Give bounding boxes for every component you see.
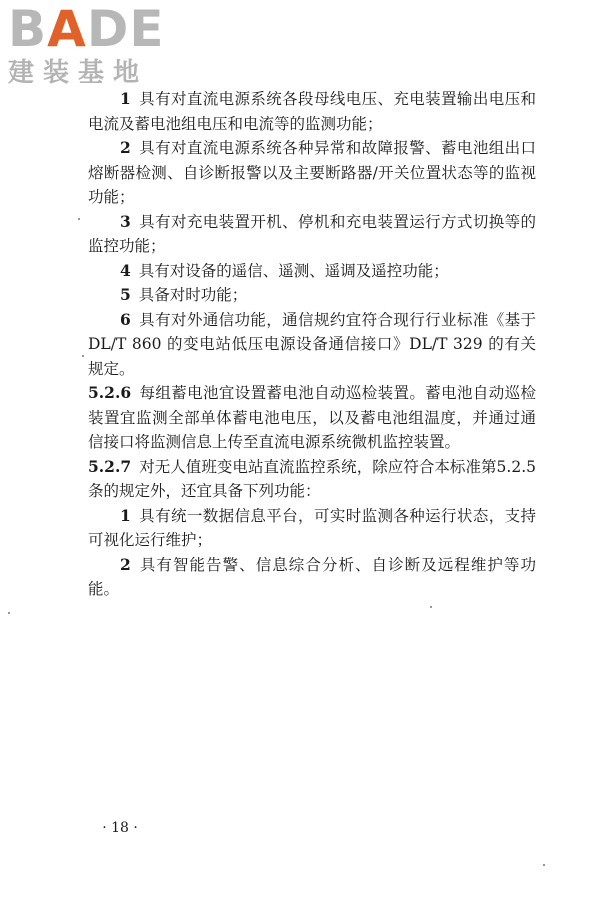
clause-5-2-6: 5.2.6 每组蓄电池宜设置蓄电池自动巡检装置。蓄电池自动巡检装置宜监测全部单体蓄电池电压，以及蓄电池组温度，并通过通信接口将监测信息上传至直流电源系统微机监控装置。 <box>88 383 536 451</box>
list-item: 2 具有智能告警、信息综合分析、自诊断及远程维护等功能。 <box>88 554 536 598</box>
clause-5-2-7: 5.2.7 对无人值班变电站直流监控系统，除应符合本标准第5.2.5条的规定外，还宜具备下列功能： <box>88 456 536 500</box>
logo-subtitle: 建装基地 <box>8 58 149 88</box>
list-item: 2 具有对直流电源系统各种异常和故障报警、蓄电池组出口熔断器检测、自诊断报警以及主要断路器/开关位置状态等的监视功能； <box>88 138 536 206</box>
document-body <box>88 87 536 602</box>
list-item: 6 具有对外通信功能，通信规约宜符合现行行业标准《基于DL/T 860 的变电站低压电源设备通信接口》DL/T 329 的有关规定。 <box>88 309 536 378</box>
list-item: 1 具有对直流电源系统各段母线电压、充电装置输出电压和电流及蓄电池组电压和电流等的监测功能； <box>88 89 536 133</box>
scan-speck <box>8 612 10 614</box>
scan-speck <box>82 355 84 357</box>
list-item: 3 具有对充电装置开机、停机和充电装置运行方式切换等的监控功能； <box>88 211 536 255</box>
scan-speck <box>430 606 432 608</box>
logo-wordmark: BADE <box>8 0 165 58</box>
list-item: 4 具有对设备的遥信、遥测、遥调及遥控功能； <box>120 260 449 280</box>
list-item: 1 具有统一数据信息平台，可实时监测各种运行状态，支持可视化运行维护； <box>88 505 536 549</box>
scan-speck <box>543 864 545 866</box>
page-number: · 18 · <box>102 820 138 836</box>
scan-speck <box>78 218 80 220</box>
brand-logo <box>6 2 186 88</box>
list-item: 5 具备对时功能； <box>120 285 248 304</box>
